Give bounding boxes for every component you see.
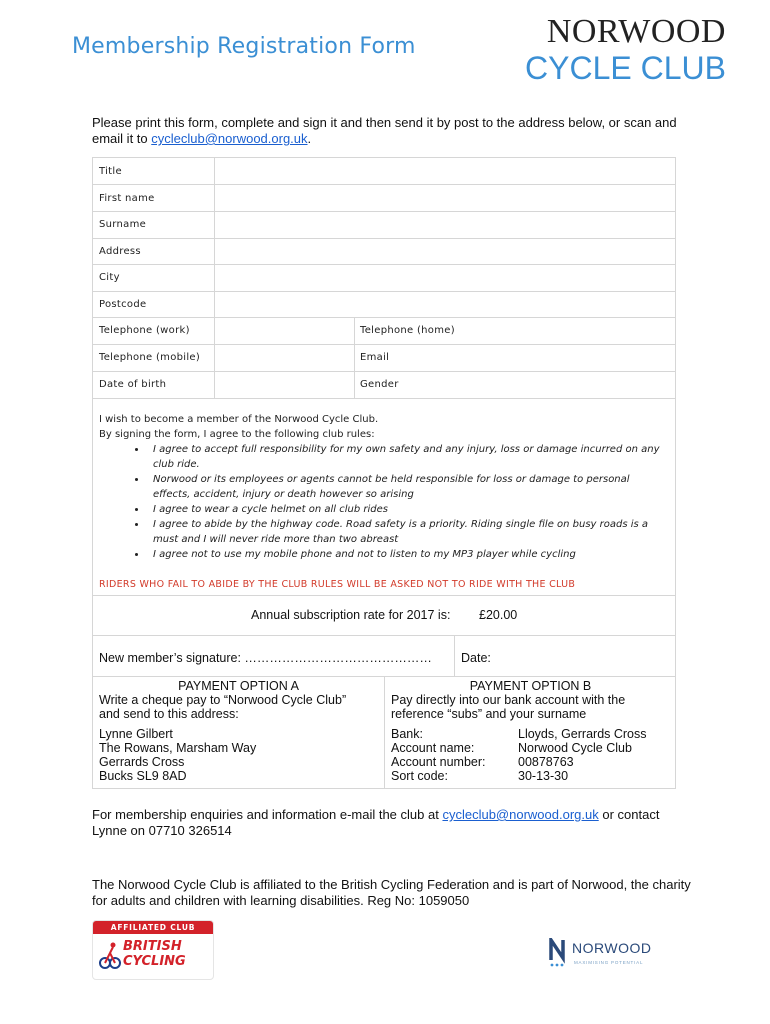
enquiries-text bbox=[92, 807, 692, 839]
payment-a-address-line: Lynne Gilbert bbox=[99, 727, 173, 741]
payment-a-line-1: Write a cheque pay to “Norwood Cycle Club” bbox=[99, 693, 347, 707]
payment-a-line-2: and send to this address: bbox=[99, 707, 239, 721]
rules-intro-2: By signing the form, I agree to the following club rules: bbox=[99, 429, 375, 440]
date-label: Date: bbox=[461, 651, 491, 665]
club-rules bbox=[99, 412, 669, 562]
sort-code-value: 30-13-30 bbox=[518, 769, 569, 783]
bc-line-1: BRITISH bbox=[123, 939, 182, 954]
first-name-label: First name bbox=[99, 193, 155, 204]
bank-value: Lloyds, Gerrards Cross bbox=[518, 727, 647, 741]
affiliation-text: The Norwood Cycle Club is affiliated to the British Cycling Federation and is part of Norwood, the charity for adults and children with learning disabilities. Reg No: 1059050 bbox=[92, 877, 691, 908]
subscription-label: Annual subscription rate for 2017 is: bbox=[251, 608, 451, 622]
norwood-name: NORWOOD bbox=[572, 940, 652, 956]
intro-email-link[interactable]: cycleclub@norwood.org.uk bbox=[151, 131, 308, 146]
postcode-label: Postcode bbox=[99, 299, 147, 310]
norwood-n-icon bbox=[548, 938, 568, 968]
payment-b-line-2: reference “subs” and your surname bbox=[391, 707, 587, 721]
payment-a-address-line: The Rowans, Marsham Way bbox=[99, 741, 257, 755]
rule-item: • Norwood or its employees or agents cannot be held responsible for loss or damage to personal effects, accident, injury or death however so arising bbox=[147, 472, 669, 502]
sort-code-label: Sort code: bbox=[391, 769, 448, 783]
british-cycling-badge bbox=[92, 920, 214, 980]
page-title: Membership Registration Form bbox=[72, 34, 416, 59]
account-number-label: Account number: bbox=[391, 755, 486, 769]
payment-option-a-heading: PAYMENT OPTION A bbox=[178, 679, 299, 693]
enquiries-text-main: For membership enquiries and information e-mail the club at bbox=[92, 807, 443, 822]
city-label: City bbox=[99, 272, 120, 283]
bc-badge-top: AFFILIATED CLUB bbox=[93, 921, 213, 934]
payment-a-address-line: Bucks SL9 8AD bbox=[99, 769, 187, 783]
intro-text bbox=[92, 115, 692, 147]
rule-item: • I agree to wear a cycle helmet on all club rides bbox=[147, 502, 669, 517]
bc-line-2: CYCLING bbox=[123, 954, 186, 969]
enquiries-text-end: or contact Lynne on 07710 326514 bbox=[92, 807, 660, 838]
telephone-home-label: Telephone (home) bbox=[360, 325, 455, 336]
telephone-mobile-label: Telephone (mobile) bbox=[99, 352, 201, 363]
rule-item: • I agree to abide by the highway code. Road safety is a priority. Riding single file on busy roads is a must and I will never ride more than two abreast bbox=[147, 517, 669, 547]
enquiries-email-link[interactable]: cycleclub@norwood.org.uk bbox=[442, 807, 599, 822]
norwood-cycle-club-logo bbox=[520, 14, 726, 86]
rule-item: • I agree not to use my mobile phone and not to listen to my MP3 player while cycling bbox=[147, 547, 669, 562]
registration-table bbox=[92, 157, 676, 789]
norwood-tagline: MAXIMISING POTENTIAL bbox=[574, 960, 644, 965]
payment-b-line-1: Pay directly into our bank account with the bbox=[391, 693, 626, 707]
logo-line-2: CYCLE CLUB bbox=[525, 50, 726, 86]
account-number-value: 00878763 bbox=[518, 755, 574, 769]
account-name-value: Norwood Cycle Club bbox=[518, 741, 632, 755]
account-name-label: Account name: bbox=[391, 741, 475, 755]
telephone-work-label: Telephone (work) bbox=[99, 325, 190, 336]
rules-intro-1: I wish to become a member of the Norwood Cycle Club. bbox=[99, 414, 379, 425]
surname-label: Surname bbox=[99, 219, 147, 230]
rules-warning: RIDERS WHO FAIL TO ABIDE BY THE CLUB RULES WILL BE ASKED NOT TO RIDE WITH THE CLUB bbox=[99, 579, 576, 590]
intro-text-main: Please print this form, complete and sign it and then send it by post to the address below, or scan and email it to bbox=[92, 115, 677, 146]
cyclist-icon bbox=[99, 941, 121, 971]
subscription-amount: £20.00 bbox=[479, 608, 518, 622]
rules-list bbox=[99, 442, 669, 562]
title-label: Title bbox=[99, 166, 122, 177]
intro-text-end: . bbox=[307, 131, 312, 146]
email-label: Email bbox=[360, 352, 390, 363]
payment-option-b-heading: PAYMENT OPTION B bbox=[469, 679, 592, 693]
address-label: Address bbox=[99, 246, 141, 257]
bank-label: Bank: bbox=[391, 727, 423, 741]
norwood-charity-logo bbox=[548, 938, 678, 970]
rule-item: • I agree to accept full responsibility for my own safety and any injury, loss or damage incurred on any club ride. bbox=[147, 442, 669, 472]
bc-wordmark bbox=[123, 939, 186, 969]
logo-line-1: NORWOOD bbox=[546, 13, 726, 50]
gender-label: Gender bbox=[360, 379, 399, 390]
payment-a-address-line: Gerrards Cross bbox=[99, 755, 185, 769]
date-of-birth-label: Date of birth bbox=[99, 379, 167, 390]
signature-label: New member’s signature: ……………………………………… bbox=[99, 651, 432, 665]
